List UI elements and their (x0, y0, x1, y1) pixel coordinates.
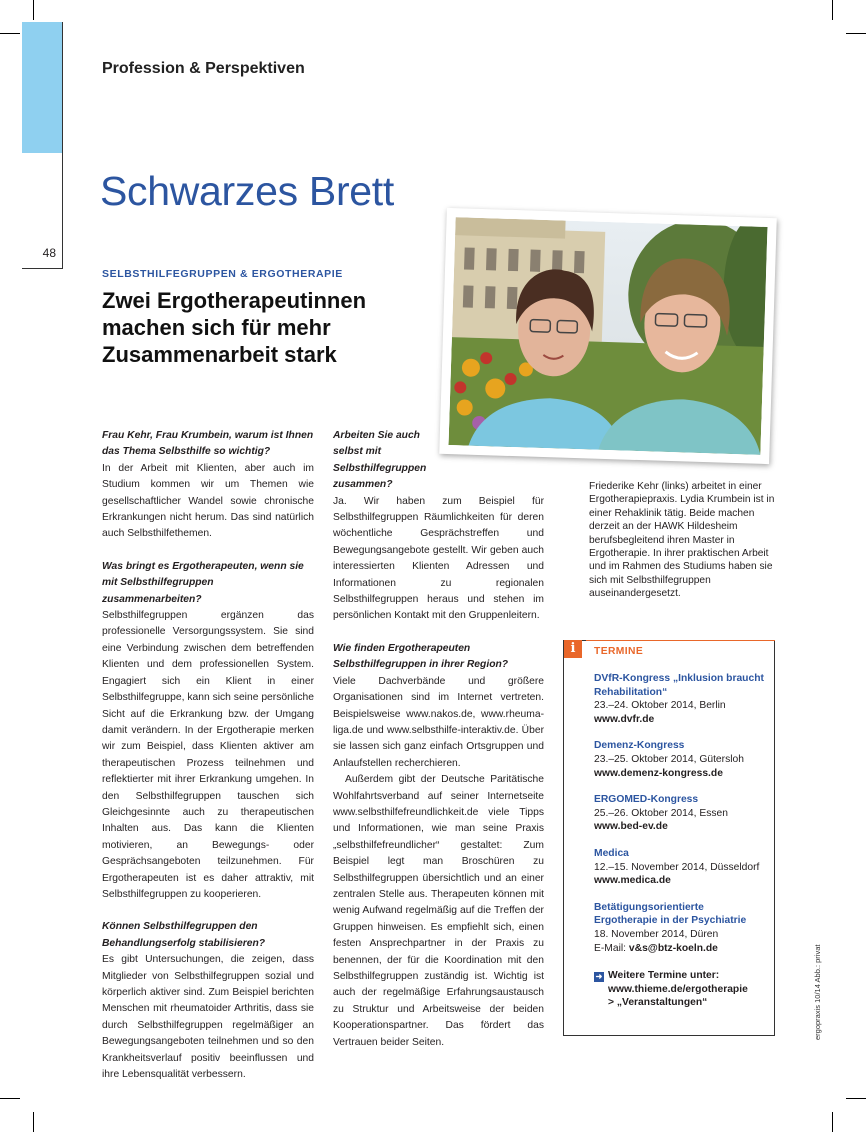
event-name: Demenz-Kongress (594, 740, 685, 752)
photo-frame (439, 208, 777, 464)
caption-text: Friederike Kehr (links) arbeitet in einer Ergotherapiepraxis. Lydia Krumbein ist in einer Rehaklinik tätig. Beide machen derzeit an der HAWK Hildesheim berufsbegleitend ihren Master in Ergotherapie. In ihrer praktischen Arbeit und im Rahmen des Studiums haben sie sich mit Selbsthilfegruppen auseinandergesetzt. (589, 481, 775, 600)
interview-question: Was bringt es Ergotherapeuten, wenn sie mit Selbsthilfegruppen zusammenarbeiten? (102, 560, 304, 605)
interview-answer: Viele Dachverbände und größere Organisationen sind im Internet vertreten. Beispielsweise www.nakos.de, www.rheuma-liga.de und www.selbsthilfe-interaktiv.de. Über sie lassen sich ganz einfach Ortsgruppen und Anlaufstellen recherchieren. (333, 675, 544, 769)
article-column-1 (102, 428, 314, 1083)
article-headline: Zwei Ergotherapeutinnen machen sich für mehr Zusammenarbeit stark (102, 288, 367, 367)
margin-rule (62, 22, 63, 268)
interview-question: Wie finden Ergotherapeuten Selbsthilfegruppen in ihrer Region? (333, 642, 509, 671)
interview-answer: Ja. Wir haben zum Beispiel für Selbsthilfegruppen Räumlichkeiten für deren wöchentliche Gesprächstreffen und Bewegungsangebote gestellt. Wir geben auch interessierten Klienten Adressen und Informationen zu regionalen Selbsthilfegruppen heraus und stehen im persönlichen Kontakt mit den Gruppenleitern. (333, 495, 544, 622)
interview-question: Können Selbsthilfegruppen den Behandlungserfolg stabilisieren? (102, 921, 266, 949)
event-date: 25.–26. Oktober 2014, Essen (594, 807, 728, 819)
article-kicker: SELBSTHILFEGRUPPEN & ERGOTHERAPIE (102, 268, 343, 280)
event-date: 18. November 2014, Düren (594, 928, 719, 940)
interview-answer: Selbsthilfegruppen ergänzen das professionelle Versorgungssystem. Sie sind eine Verbindung zwischen dem betreffenden Klienten und dem professionellen System. Engagiert sich ein Klient in einer Selbsthilfegruppe, kann sich seine persönliche Sicht auf die Erkrankung bzw. der Umgang damit verändern. In der Ergotherapie merken wir zum Beispiel, dass Klienten aktiver am therapeutischen Prozess teilnehmen und reflektierter mit ihrer Erkrankung umgehen. In den Selbsthilfegruppen tauschen sich Gleichgesinnte auch zu therapeutischen Inhalten aus. Das kann die Klienten motivieren, an Bewegungs- oder Gesprächsangeboten teilzunehmen. Für Ergotherapeuten ist es daher attraktiv, mit Selbsthilfegruppen zu kooperieren. (102, 610, 314, 900)
event-date: 23.–25. Oktober 2014, Gütersloh (594, 753, 744, 765)
event-link[interactable]: www.dvfr.de (594, 713, 655, 725)
event-item (594, 847, 764, 888)
page-title: Schwarzes Brett (100, 168, 394, 214)
more-events-link[interactable]: www.thieme.de/ergotherapie (608, 983, 748, 995)
event-name: Medica (594, 847, 629, 859)
portrait-photo-image (448, 217, 767, 455)
event-name: Betätigungsorientierte Ergotherapie in der Psychiatrie (594, 901, 747, 927)
interview-answer: Außerdem gibt der Deutsche Paritätische Wohlfahrtsverband auf seiner Internetseite www.selbsthilfefreundlichkeit.de viele Tipps und Informationen, wie man seine Praxis „selbsthilfefreundlicher“ gestaltet: Zum Beispiel legt man Broschüren zu Selbsthilfegruppen übersichtlich und an einer zentralen Stelle aus. Therapeuten können mit wenig Aufwand regelmäßig auf die Treffen der Gruppen hinweisen. Es empfiehlt sich, einen festen Ansprechpartner in der Praxis zu benennen, der für die Koordination mit den Selbsthilfegruppen zuständig ist. Wichtig ist auch der regelmäßige Erfahrungsaustausch zu Struktur und Arbeitsweise der beiden Kooperationspartner. Das fördert das Vertrauen beider Seiten. (333, 774, 544, 1048)
section-color-tab (22, 22, 62, 153)
crop-mark (33, 1112, 34, 1132)
event-email-link[interactable]: v&s@btz-koeln.de (628, 942, 718, 954)
crop-mark (0, 33, 20, 34)
page-number: 48 (42, 246, 56, 260)
section-title: Profession & Perspektiven (102, 60, 305, 77)
more-events (594, 969, 769, 1010)
crop-mark (0, 1098, 20, 1099)
more-events-label: Weitere Termine unter: (608, 970, 720, 981)
event-link[interactable]: www.bed-ev.de (594, 821, 668, 833)
termine-heading: TERMINE (594, 646, 644, 657)
event-item (594, 739, 764, 780)
crop-mark (846, 33, 866, 34)
event-date: 23.–24. Oktober 2014, Berlin (594, 700, 726, 712)
event-item (594, 672, 764, 726)
interview-question: Frau Kehr, Frau Krumbein, warum ist Ihnen das Thema Selbsthilfe so wichtig? (102, 430, 314, 458)
article-column-2 (333, 428, 544, 1051)
event-link[interactable]: www.medica.de (594, 875, 671, 887)
interview-question: Arbeiten Sie auch selbst mit Selbsthilfegruppen zusammen? (333, 430, 427, 491)
crop-mark (832, 0, 833, 20)
email-label: E-Mail: (594, 942, 629, 954)
termine-rule (586, 640, 775, 641)
interview-answer: In der Arbeit mit Klienten, aber auch im Studium kommen wir um Themen wie gesellschaftlicher Wandel sowie chronische Erkrankungen nicht herum. Das sind natürlich auch Selbsthilfethemen. (102, 462, 314, 540)
event-item (594, 793, 764, 834)
side-credit: ergopraxis 10/14 Abb.: privat (813, 944, 822, 1040)
event-name: ERGOMED-Kongress (594, 794, 699, 806)
photo-caption (589, 480, 779, 601)
arrow-right-icon: ➜ (595, 972, 603, 981)
event-list (594, 672, 764, 968)
crop-mark (846, 1098, 866, 1099)
event-name: DVfR-Kongress „Inklusion braucht Rehabilitation“ (594, 673, 764, 698)
portrait-photo (448, 217, 767, 455)
more-events-path: > „Veranstaltungen“ (608, 997, 708, 1009)
crop-mark (33, 0, 34, 20)
page-number-rule (22, 268, 63, 269)
interview-answer: Es gibt Untersuchungen, die zeigen, dass Mitglieder von Selbsthilfegruppen sozial und körperlich aktiver sind. Zum Beispiel berichten Menschen mit rheumatoider Arthritis, dass sie durch Selbsthilfegruppen regelmäßiger an Bewegungsangeboten teilnehmen und so den Krankheitsverlauf positiv beeinflussen und ihre Lebensqualität verbessern. (102, 954, 314, 1081)
crop-mark (832, 1112, 833, 1132)
event-link[interactable]: www.demenz-kongress.de (594, 767, 723, 779)
event-item (594, 901, 764, 955)
info-icon: i (564, 640, 582, 658)
event-date: 12.–15. November 2014, Düsseldorf (594, 861, 760, 873)
